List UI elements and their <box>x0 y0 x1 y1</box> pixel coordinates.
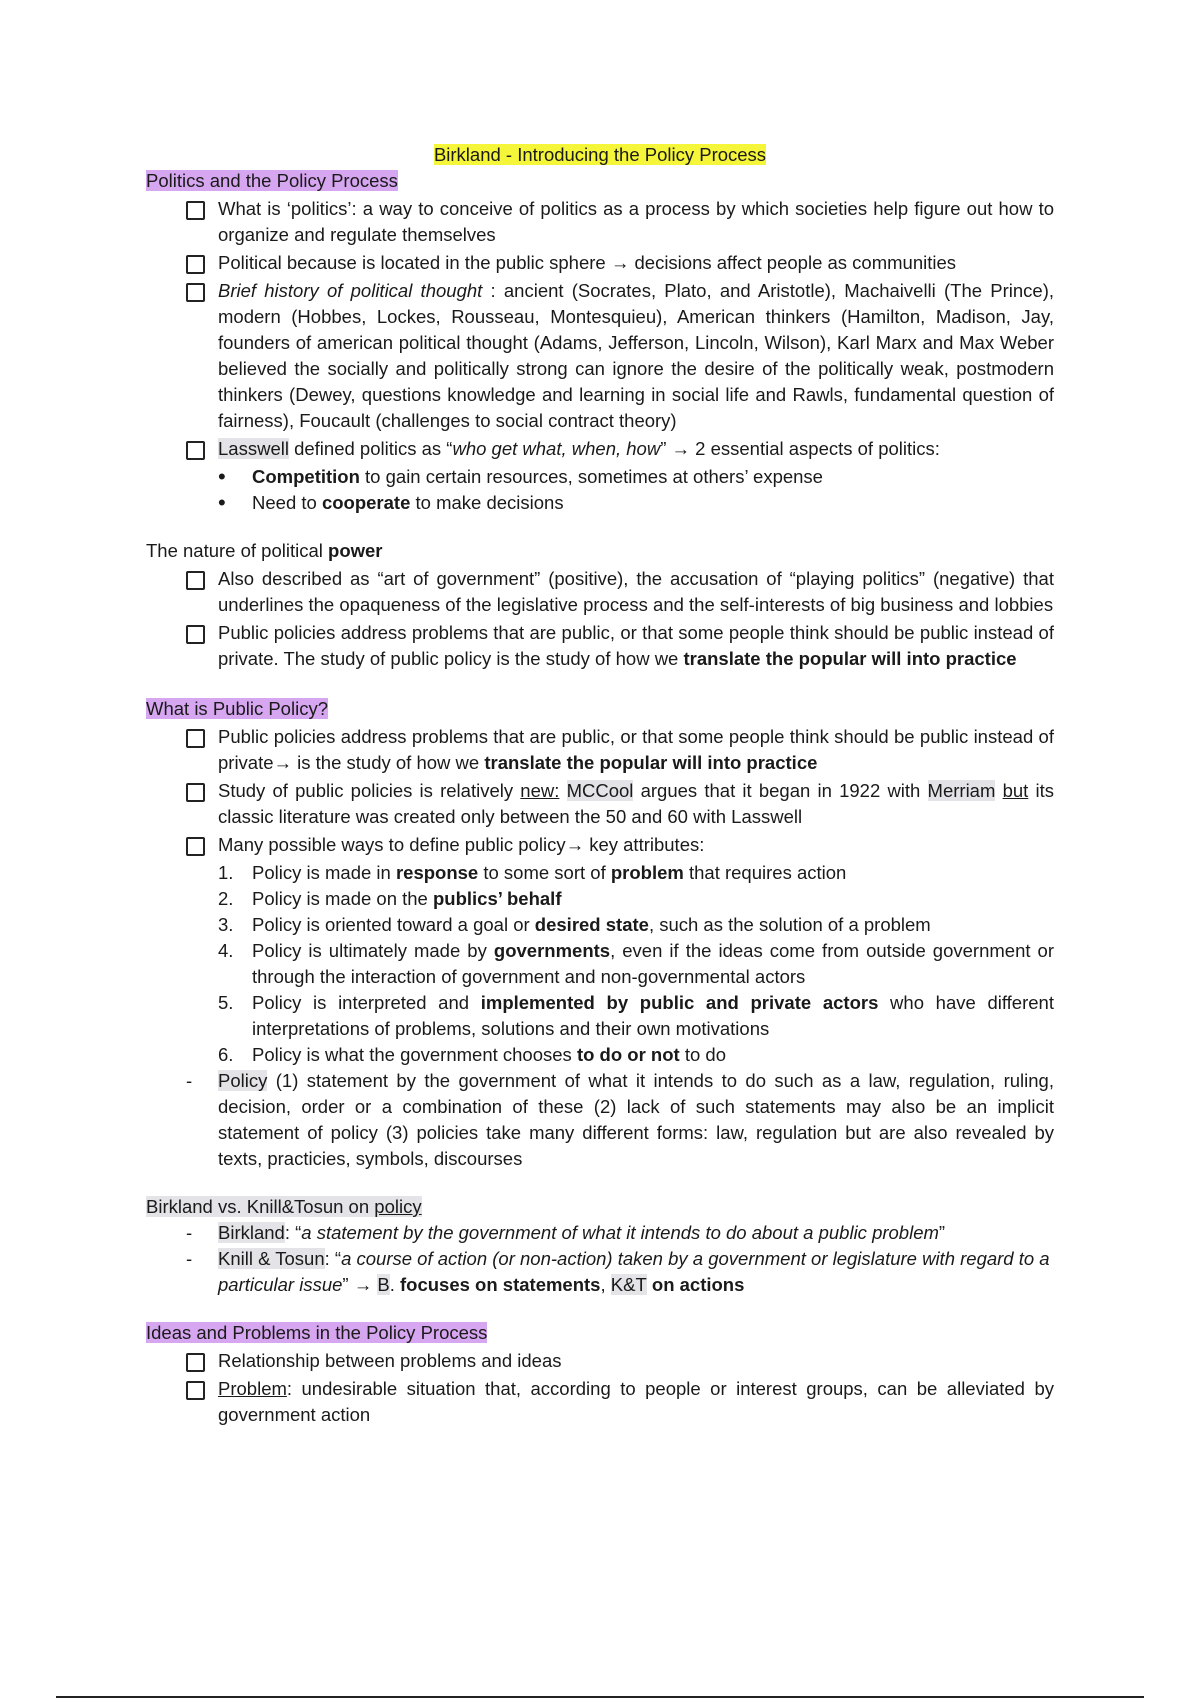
bullet-list-aspects <box>146 464 1054 516</box>
checklist-item[interactable]: Lasswell defined politics as “who get what, when, how” → 2 essential aspects of politics: <box>186 436 1054 462</box>
checklist-item[interactable]: Brief history of political thought : ancient (Socrates, Plato, and Aristotle), Machaivelli (The Prince), modern (Hobbes, Lockes, Rousseau, Montesquieu), American thinkers (Hamilton, Madison, Jay, founders of american political thought (Adams, Jefferson, Lincoln, Wilson), Karl Marx and Max Weber believed the socially and politically strong can ignore the desire of the politically weak, postmodern thinkers (Dewey, questions knowledge and learning in social life and Rawls, fundamental question of fairness), Foucault (challenges to social contract theory) <box>186 278 1054 434</box>
knill-tosun-highlight: Knill & Tosun <box>218 1248 325 1269</box>
dash-list-policy <box>146 1068 1054 1172</box>
lasswell-highlight: Lasswell <box>218 438 289 459</box>
checklist-item[interactable]: Also described as “art of government” (positive), the accusation of “playing politics” (negative) that underlines the opaqueness of the legislative process and the self-interests of big business and lobbies <box>186 566 1054 618</box>
list-item: - Knill & Tosun: “a course of action (or non-action) taken by a government or legislature with regard to a particular issue” → B. focuses on statements, K&T on actions <box>186 1246 1054 1298</box>
checklist-item[interactable]: Many possible ways to define public policy→ key attributes: <box>186 832 1054 858</box>
checklist-item[interactable]: Political because is located in the public sphere → decisions affect people as communities <box>186 250 1054 276</box>
checklist-politics <box>146 196 1054 462</box>
checklist-item[interactable]: Public policies address problems that are public, or that some people think should be public instead of private→ is the study of how we translate the popular will into practice <box>186 724 1054 776</box>
checklist-item[interactable]: What is ‘politics’: a way to conceive of politics as a process by which societies help figure out how to organize and regulate themselves <box>186 196 1054 248</box>
list-item: 5. Policy is interpreted and implemented by public and private actors who have different interpretations of problems, solutions and their own motivations <box>218 992 1054 1039</box>
document-title <box>146 142 1054 168</box>
section-heading-ideas-problems: Ideas and Problems in the Policy Process <box>146 1322 488 1343</box>
list-item: 6. Policy is what the government chooses to do or not to do <box>218 1044 726 1065</box>
document-page <box>146 142 1054 1430</box>
list-item: • Competition to gain certain resources, sometimes at others’ expense <box>216 464 1054 490</box>
checklist-power <box>146 566 1054 672</box>
checklist-ideas-problems <box>146 1348 1054 1428</box>
checklist-public-policy <box>146 724 1054 858</box>
checklist-item[interactable]: Problem: undesirable situation that, according to people or interest groups, can be alleviated by government action <box>186 1376 1054 1428</box>
numbered-list-attributes <box>146 860 1054 1068</box>
list-item: • Need to cooperate to make decisions <box>216 490 1054 516</box>
section-heading-birkland-vs-knill: Birkland vs. Knill&Tosun on policy <box>146 1196 422 1217</box>
checklist-item[interactable]: Relationship between problems and ideas <box>186 1348 1054 1374</box>
policy-highlight: Policy <box>218 1070 268 1091</box>
section-heading-politics: Politics and the Policy Process <box>146 170 398 191</box>
list-item: 3. Policy is oriented toward a goal or desired state, such as the solution of a problem <box>218 914 931 935</box>
list-item: 1. Policy is made in response to some sort of problem that requires action <box>218 862 847 883</box>
list-item: - Birkland: “a statement by the government of what it intends to do about a public problem” <box>186 1220 1054 1246</box>
footer-divider <box>56 1696 1144 1698</box>
mccool-highlight: MCCool <box>566 780 634 801</box>
merriam-highlight: Merriam <box>927 780 996 801</box>
list-item: - Policy (1) statement by the government of what it intends to do such as a law, regulation, ruling, decision, order or a combination of these (2) lack of such statements may also be an implicit statement of policy (3) policies take many different forms: law, regulation but are also revealed by texts, practicies, symbols, discourses <box>186 1068 1054 1172</box>
dash-list-definitions <box>146 1220 1054 1298</box>
title-text: Birkland - Introducing the Policy Process <box>433 144 767 165</box>
list-item: 2. Policy is made on the publics’ behalf <box>218 888 562 909</box>
checklist-item[interactable]: Study of public policies is relatively new: MCCool argues that it began in 1922 with Merriam but its classic literature was created only between the 50 and 60 with Lasswell <box>186 778 1054 830</box>
section-heading-power: The nature of political power <box>146 540 383 561</box>
birkland-highlight: Birkland <box>218 1222 285 1243</box>
section-heading-public-policy: What is Public Policy? <box>146 698 328 719</box>
checklist-item[interactable]: Public policies address problems that are public, or that some people think should be public instead of private. The study of public policy is the study of how we translate the popular will into practice <box>186 620 1054 672</box>
list-item: 4. Policy is ultimately made by governments, even if the ideas come from outside government or through the interaction of government and non-governmental actors <box>218 940 1054 987</box>
